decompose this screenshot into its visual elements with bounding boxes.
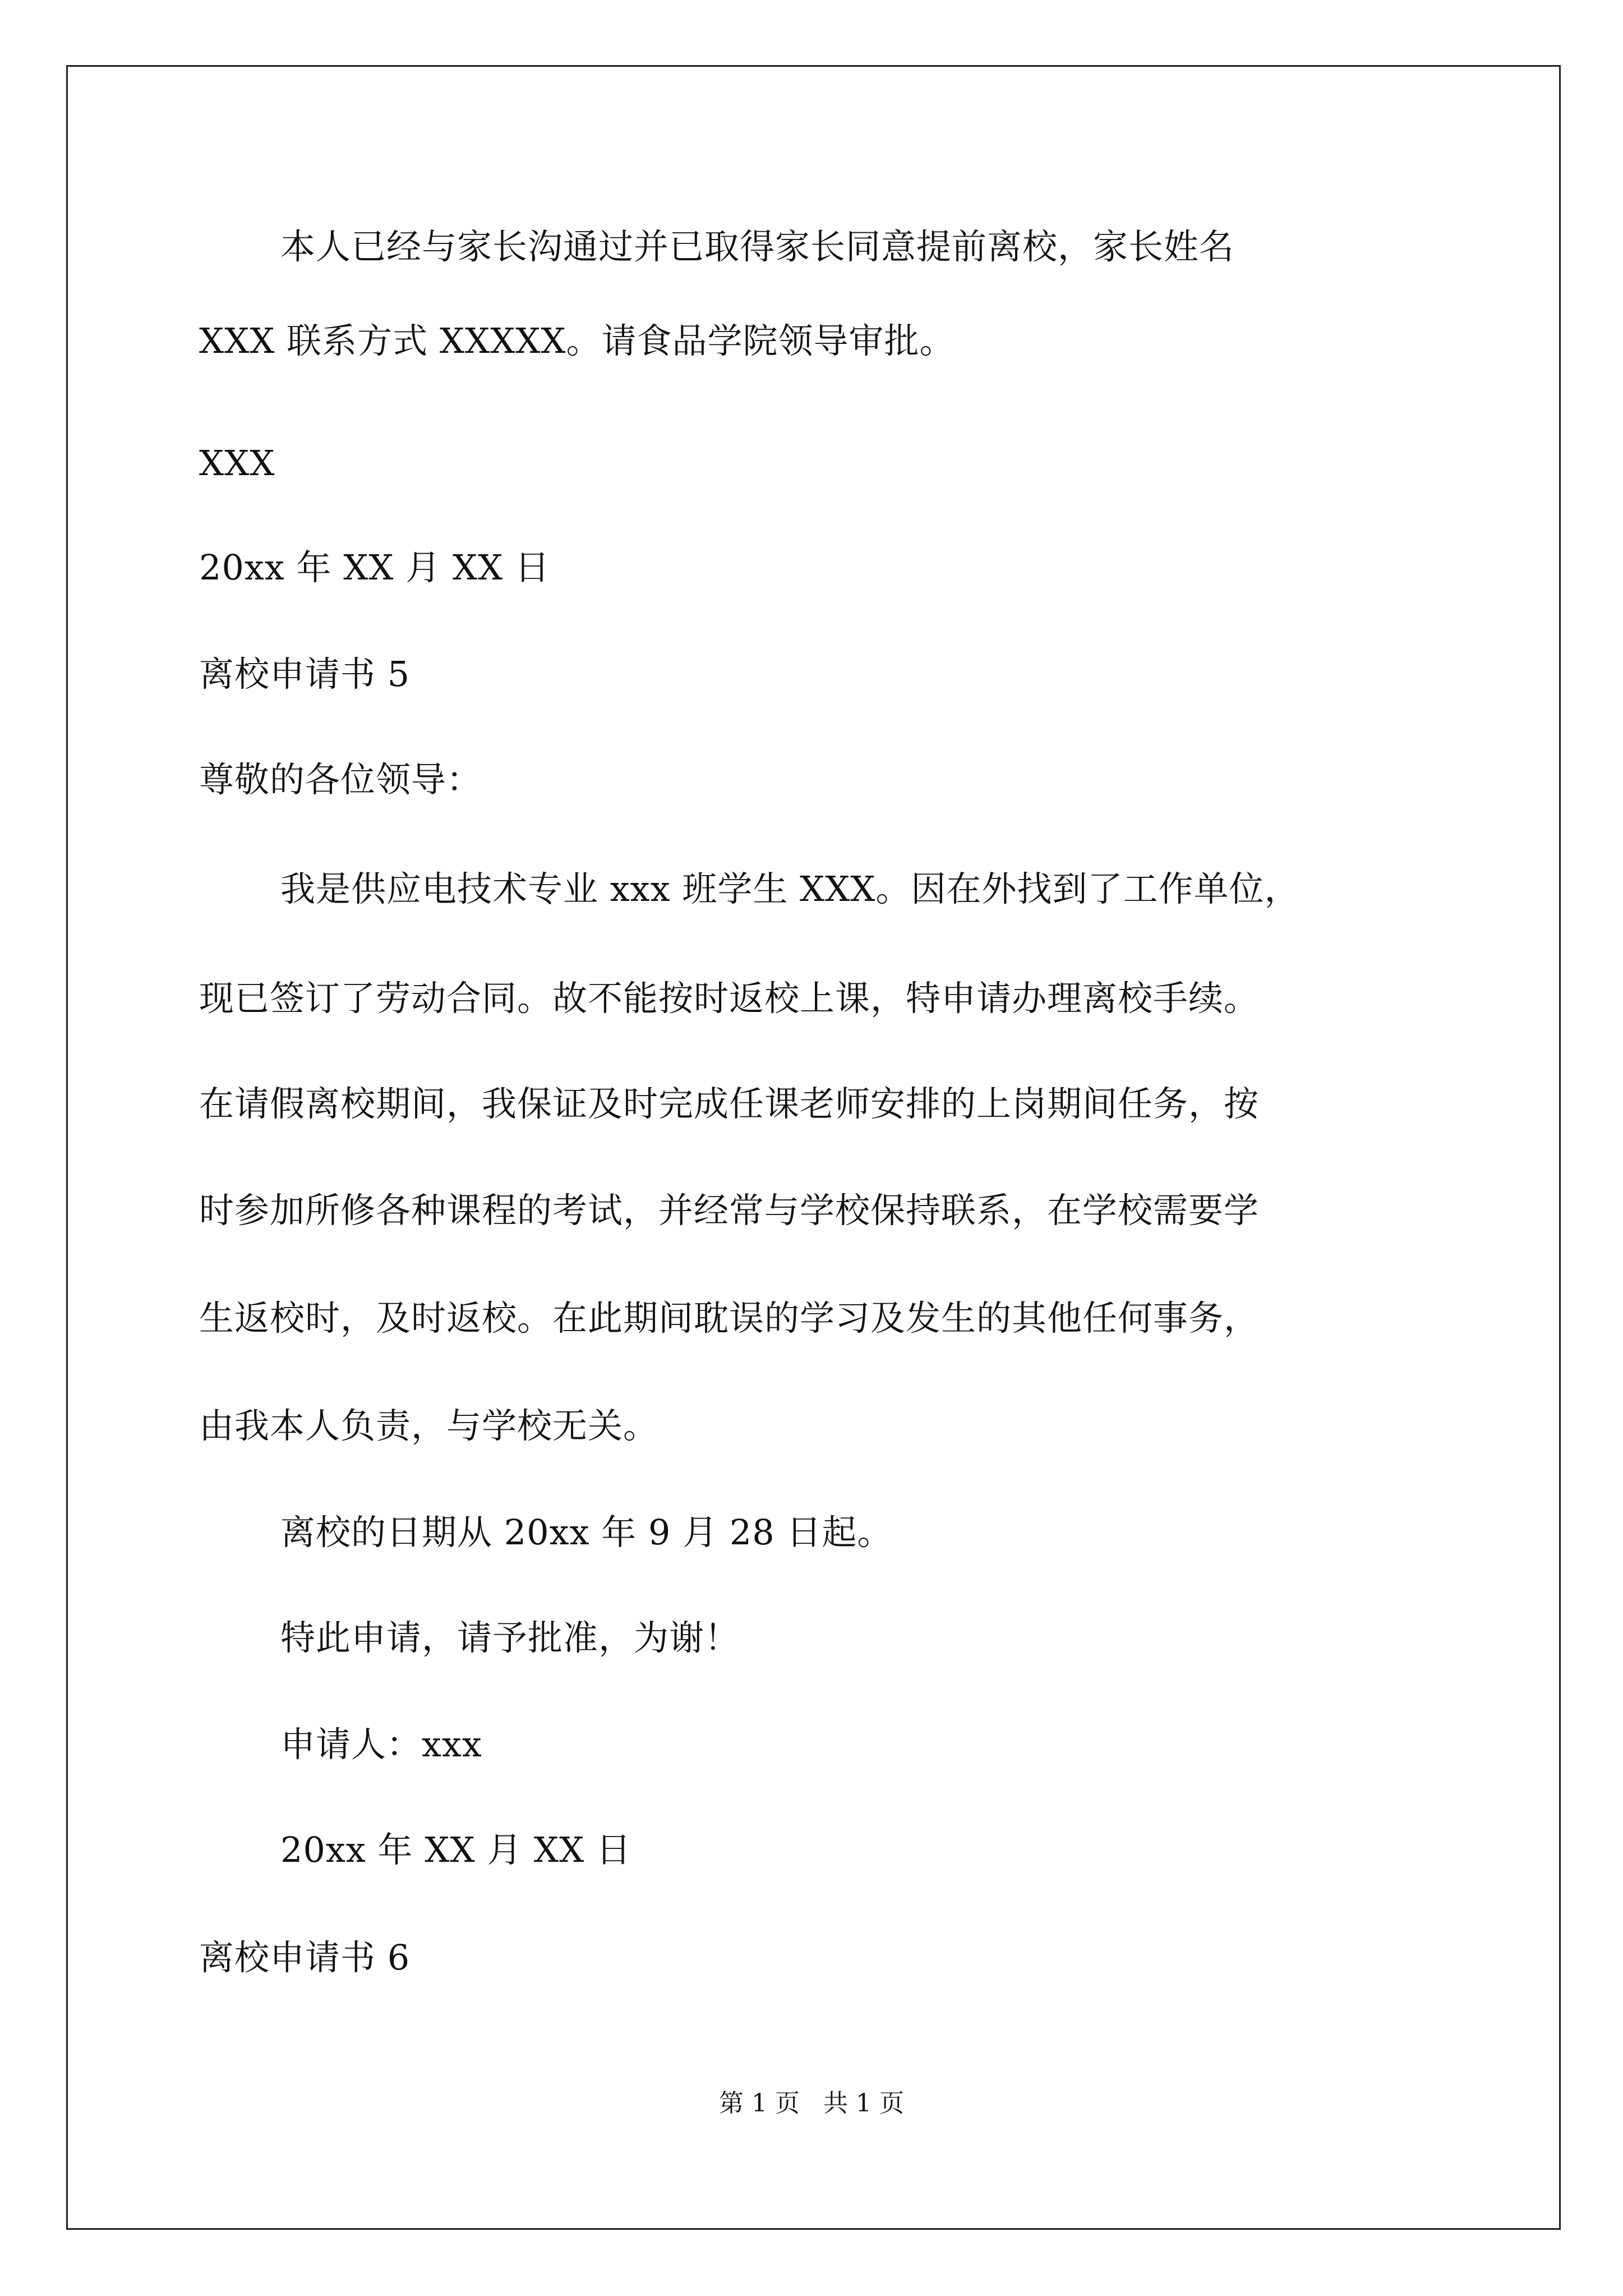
body-line-2: 现已签订了劳动合同。故不能按时返校上课，特申请办理离校手续。 <box>199 978 1260 1019</box>
signature-date: 20xx 年 XX 月 XX 日 <box>199 547 550 588</box>
applicant-line: 申请人：xxx <box>280 1724 482 1765</box>
signature-name: XXX <box>199 443 275 484</box>
salutation: 尊敬的各位领导： <box>199 759 482 800</box>
body-line-4: 时参加所修各种课程的考试，并经常与学校保持联系，在学校需要学 <box>199 1190 1260 1231</box>
body-line-5: 生返校时，及时返校。在此期间耽误的学习及发生的其他任何事务， <box>199 1297 1260 1338</box>
closing-line: 特此申请，请予批准，为谢！ <box>280 1617 740 1658</box>
body-line-3: 在请假离校期间，我保证及时完成任课老师安排的上岗期间任务，按 <box>199 1083 1260 1124</box>
applicant-date: 20xx 年 XX 月 XX 日 <box>280 1829 631 1870</box>
section-heading-6: 离校申请书 6 <box>199 1937 411 1978</box>
page-border <box>66 65 1561 2230</box>
section-heading-5: 离校申请书 5 <box>199 654 411 694</box>
page-footer: 第 1 页 共 1 页 <box>719 2089 904 2118</box>
body-line-6: 由我本人负责，与学校无关。 <box>199 1405 659 1446</box>
body-line-1: 我是供应电技术专业 xxx 班学生 XXX。因在外找到了工作单位， <box>280 868 1300 909</box>
paragraph-line-1: 本人已经与家长沟通过并已取得家长同意提前离校，家长姓名 <box>280 226 1235 267</box>
leave-date-line: 离校的日期从 20xx 年 9 月 28 日起。 <box>280 1512 893 1553</box>
paragraph-line-2: XXX 联系方式 XXXXX。请食品学院领导审批。 <box>199 320 955 361</box>
